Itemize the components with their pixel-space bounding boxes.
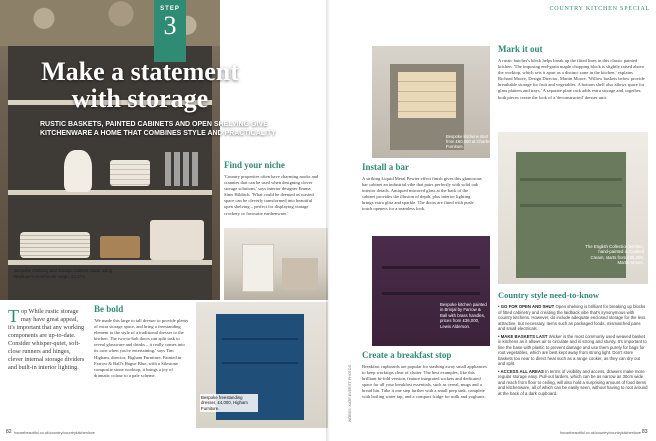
dresser-shelf xyxy=(520,204,622,207)
need-to-know-item xyxy=(498,304,648,332)
stone-wall xyxy=(0,0,220,46)
mark-it-out-heading: Mark it out xyxy=(498,44,543,54)
dresser-shelf xyxy=(222,362,298,364)
stacked-plates xyxy=(20,232,90,258)
need-to-know-box xyxy=(498,290,648,398)
standfirst: RUSTIC BASKETS, PAINTED CABINETS AND OPEN SHELVING GIVE KITCHENWARE A HOME THAT COMBINES STYLE AND PRACTICALITY xyxy=(40,121,276,137)
stacked-bowls xyxy=(110,160,150,186)
step-label: STEP xyxy=(160,6,180,12)
step-badge xyxy=(154,0,186,62)
page-number: 83 xyxy=(642,429,648,435)
side-photo xyxy=(224,228,328,300)
need-to-know-item xyxy=(498,369,648,397)
tip-section xyxy=(8,308,86,372)
footer-url: housebeautiful.co.uk/country/countrykitchenlove xyxy=(14,431,95,435)
wicker-basket xyxy=(100,236,140,258)
bar-photo xyxy=(372,46,490,158)
white-jug xyxy=(64,150,92,192)
be-bold-section xyxy=(94,304,190,379)
spine-shadow xyxy=(326,0,330,441)
hero-caption: Bespoke shelving and storage cabinet made using Neptune's Limehouse range, £1,273. xyxy=(14,268,113,279)
cupboard-shelf xyxy=(382,292,480,295)
purple-kitchen-photo xyxy=(372,236,490,346)
breakfast-section xyxy=(362,350,488,401)
green-kitchen-photo xyxy=(498,132,648,284)
item-lead: • MAKE BASKETS LAST xyxy=(498,333,548,339)
install-bar-body: A striking Liquid Metal Pewter effect finish gives this glamorous bar cabinet an industrial vibe that pairs perfectly with solid oak interior details. Antiqued mirrored glass at the back of the cabinet provides the illusion of depth, plus interior lighting brings extra glitz and sparkle. The doors are fitted with push-touch openers for a seamless look. xyxy=(362,176,482,212)
footer-url: housebeautiful.co.uk/country/countrykitchenlove xyxy=(560,431,641,435)
need-to-know-item xyxy=(498,334,648,367)
blue-dresser-photo xyxy=(196,302,328,428)
find-niche-body: 'Country properties often have charming nooks and crannies that can be used when designing clever storage solutions,' says interior designer Emma Sims Hilditch. 'What could be deemed as wasted space can be cleverly transformed into beautiful open shelving – perfect for displaying vintage crockery or favourite earthenware.' xyxy=(224,174,319,216)
dresser-shelf xyxy=(520,178,622,181)
item-text: In terms of visibility and access, drawers make more regular storage easy. Pull-out larders, which can be as narrow as 30cm wide and reach from floor to ceiling, will also hold a surprising amount of food items and kitchenware, all of which can be easily seen, without having to root around at the back of a dark cupboard. xyxy=(498,368,648,396)
find-niche-section xyxy=(224,160,320,217)
step-number: 3 xyxy=(163,11,177,40)
page-number: 82 xyxy=(6,429,12,435)
tip-body: op While rustic storage may have great appeal, it's important that any working components are up-to-date. Consider whisper-quiet, soft-close runners and hinges, clever internal storage dividers and built-in interior lighting. xyxy=(8,308,85,371)
shelf xyxy=(8,260,212,265)
item-text: Open shelving is brilliant for breaking up blocks of fitted cabinetry and creating the laidback vibe that's synonymous with country kitchens. However, do include adequate enclosed storage for the less attractive, but necessary, items such as packaged foods, mismatched pans and small electricals. xyxy=(498,304,646,331)
dresser-shelf xyxy=(222,338,298,340)
need-to-know-heading: Country style need-to-know xyxy=(498,290,600,300)
breakfast-heading: Create a breakfast stop xyxy=(362,350,452,360)
photo-credit: WORDS: KATE EVERITT PHOTOS: ... xyxy=(348,360,352,423)
find-niche-heading: Find your niche xyxy=(224,160,285,170)
section-header: COUNTRY KITCHEN SPECIAL xyxy=(549,6,650,12)
be-bold-heading: Be bold xyxy=(94,304,124,314)
bar-caption: Bespoke kitchens start from £60,000 at Charlie Furniture. xyxy=(446,134,490,150)
shelf xyxy=(8,190,212,195)
glassware xyxy=(165,152,201,186)
drop-cap: T xyxy=(8,306,19,326)
mark-it-out-body: A rustic butcher's block helps break up the fitted lines in this classic painted kitchen. 'The imposing end-grain maple chopping block is slightly raised above the worktop, which sets it apart as a distinct zone in the kitchen,' explains Richard Moore, Design Director, Martin Moore. 'Willow baskets below provide breathable storage for fruit and vegetables. A bottom shelf also allows space for glass platters and trays.' A separate plate rack adds extra storage and, together, both pieces create the look of a 'deconstructed' dresser unit. xyxy=(498,58,645,100)
dresser-caption: Bespoke freestanding dresser, £4,000, Higham Furniture. xyxy=(200,394,258,412)
be-bold-body: 'We made this large to tall dresser to provide plenty of extra storage space, and bring a freestanding element to the style of a traditional dresser to the kitchen. The two-to-hob doors can split task to reveal glassware and drinks – it really comes into its own when you're entertaining,' says Tim Higham, director, Higham Furniture. Painted in Farrow & Ball's Hague Blue, with a Silestone composite stone worktop, it brings a joy of dramatic colour to a pale scheme. xyxy=(94,318,189,378)
item-text: Wicker is the most commonly used weaved basket in kitchens as it allows air to circulate and is strong and sturdy. It's important to line the base with plastic to prevent damage and use them purely for bags for root vegetables, which are best kept away from strong light. Don't store baskets too near to direct heat such as a range cooker, as they can dry out and split. xyxy=(498,333,647,366)
green-caption: The English Collection kitchen, hand-painted in Cooked Cream, starts from £35,000, Martin Moore. xyxy=(585,244,644,266)
install-bar-heading: Install a bar xyxy=(362,162,410,172)
item-lead: • GO FOR OPEN AND SHUT xyxy=(498,304,555,309)
bar-interior xyxy=(398,72,456,118)
folded-linens xyxy=(150,220,204,260)
cupboard-shelf xyxy=(382,266,480,269)
hero-photo xyxy=(0,0,220,300)
purple-caption: Bespoke kitchen painted in Brinjal by Farrow & Ball with brass handles, prices from £36,000, Lewis Alderson. xyxy=(440,302,487,329)
item-lead: • ACCESS ALL AREAS xyxy=(498,368,544,374)
page-title: Make a statement with storage xyxy=(41,57,239,113)
mark-it-out-section xyxy=(498,44,648,101)
install-bar-section xyxy=(362,162,482,213)
breakfast-body: Breakfast cupboards are popular for stashing away small appliances to keep worktops clear of clutter. The best examples, like this brilliant bi-fold version, feature integrated sockets and dedicated space for all your breakfast essentials, such as cereal, mugs and a bread bin. Take it one step further with a small prep sink, complete with boiling water tap, and a compact fridge for milk and yoghurts. xyxy=(362,364,487,400)
